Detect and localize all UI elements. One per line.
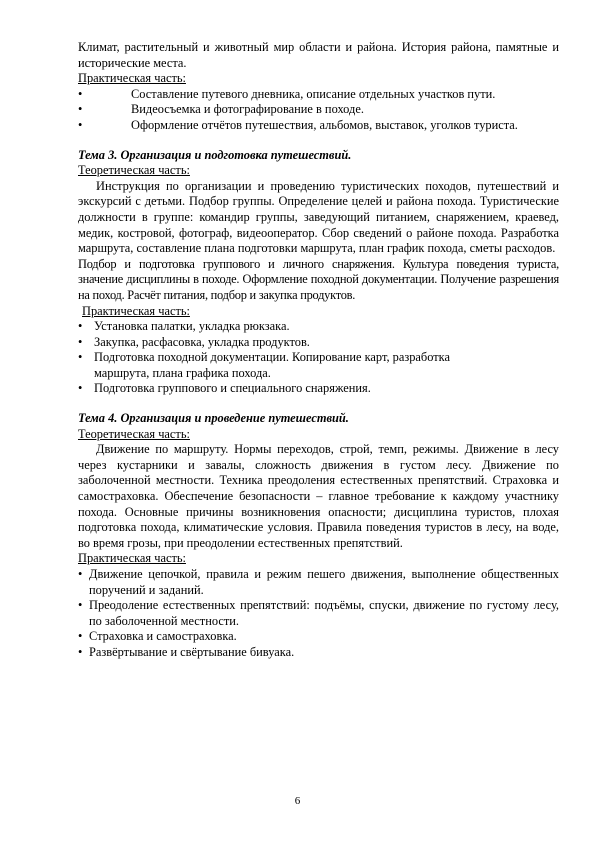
bullet-icon: • xyxy=(78,629,83,644)
bullet-icon: • xyxy=(78,381,83,396)
topic-4-theory-label: Теоретическая часть: xyxy=(78,426,190,441)
list-item: • Подготовка походной документации. Копирование карт, разработка маршрута, плана графика похода. xyxy=(78,350,451,380)
page-content xyxy=(78,40,559,661)
list-item: • Развёртывание и свёртывание бивуака. xyxy=(78,644,295,659)
list-item: • Установка палатки, укладка рюкзака. xyxy=(78,319,290,334)
bullet-icon: • xyxy=(78,598,83,613)
bullet-icon: • xyxy=(78,319,83,334)
topic-4-title: Тема 4. Организация и проведение путешествий. xyxy=(78,411,349,426)
page-number: 6 xyxy=(294,795,301,807)
topic-3-practical-label: Практическая часть: xyxy=(82,303,190,318)
list-item: • Движение цепочкой, правила и режим пешего движения, выполнение общественных поручений и заданий. xyxy=(78,567,559,597)
topic-3-theory-paragraph-2: Подбор и подготовка группового и личного снаряжения. Культура поведения туриста, значение дисциплины в походе. Оформление походной документации. Получение разрешения на поход. Расчёт питания, подбор и закупка продуктов. xyxy=(78,256,559,302)
bullet-icon: • xyxy=(78,117,83,132)
bullet-icon: • xyxy=(78,567,83,581)
topic-4-practical-list xyxy=(78,567,559,661)
intro-practical-label: Практическая часть: xyxy=(78,71,186,86)
list-item: • Страховка и самостраховка. xyxy=(78,629,237,644)
bullet-icon: • xyxy=(78,86,83,101)
list-item: • Подготовка группового и специального снаряжения. xyxy=(78,381,371,396)
bullet-icon: • xyxy=(78,350,83,365)
list-item: • Закупка, расфасовка, укладка продуктов. xyxy=(78,334,310,349)
bullet-icon: • xyxy=(78,334,83,349)
list-item: • Преодоление естественных препятствий: подъёмы, спуски, движение по густому лесу, по заболоченной местности. xyxy=(78,598,559,628)
topic-3-title: Тема 3. Организация и подготовка путешествий. xyxy=(78,147,352,162)
topic-3-theory-label: Теоретическая часть: xyxy=(78,163,190,178)
list-item: • Составление путевого дневника, описание отдельных участков пути. xyxy=(78,86,496,101)
bullet-icon: • xyxy=(78,102,83,117)
intro-paragraph: Климат, растительный и животный мир области и района. История района, памятные и исторические места. xyxy=(78,40,559,70)
bullet-icon: • xyxy=(78,644,83,659)
topic-3-theory-paragraph: Инструкция по организации и проведению туристических походов, путешествий и экскурсий с детьми. Подбор группы. Определение целей и района похода. Туристические должности в группе: командир группы, заведующий питанием, снаряжением, краевед, медик, костровой, фотограф, видеооператор. Сбор сведений о районе похода. Разработка маршрута, составление плана подготовки маршрута, план график похода, сметы расходов. xyxy=(78,178,559,256)
topic-3-practical-list xyxy=(78,319,559,397)
list-item: • Оформление отчётов путешествия, альбомов, выставок, уголков туриста. xyxy=(78,117,518,132)
topic-4-theory-paragraph: Движение по маршруту. Нормы переходов, строй, темп, режимы. Движение в лесу через кустарники и завалы, сложность движения в густом лесу. Движение по заболоченной местности. Техника преодоления естественных препятствий. Страховка и самостраховка. Обеспечение безопасности – главное требование к каждому участнику похода. Основные причины возникновения опасности; дисциплина туристов, плохая подготовка похода, климатические условия. Правила поведения туристов в лесу, на воде, во время грозы, при преодолении естественных препятствий. xyxy=(78,442,559,550)
topic-4-practical-label: Практическая часть: xyxy=(78,551,186,566)
list-item: • Видеосъемка и фотографирование в походе. xyxy=(78,102,364,117)
intro-practical-list xyxy=(78,87,559,134)
